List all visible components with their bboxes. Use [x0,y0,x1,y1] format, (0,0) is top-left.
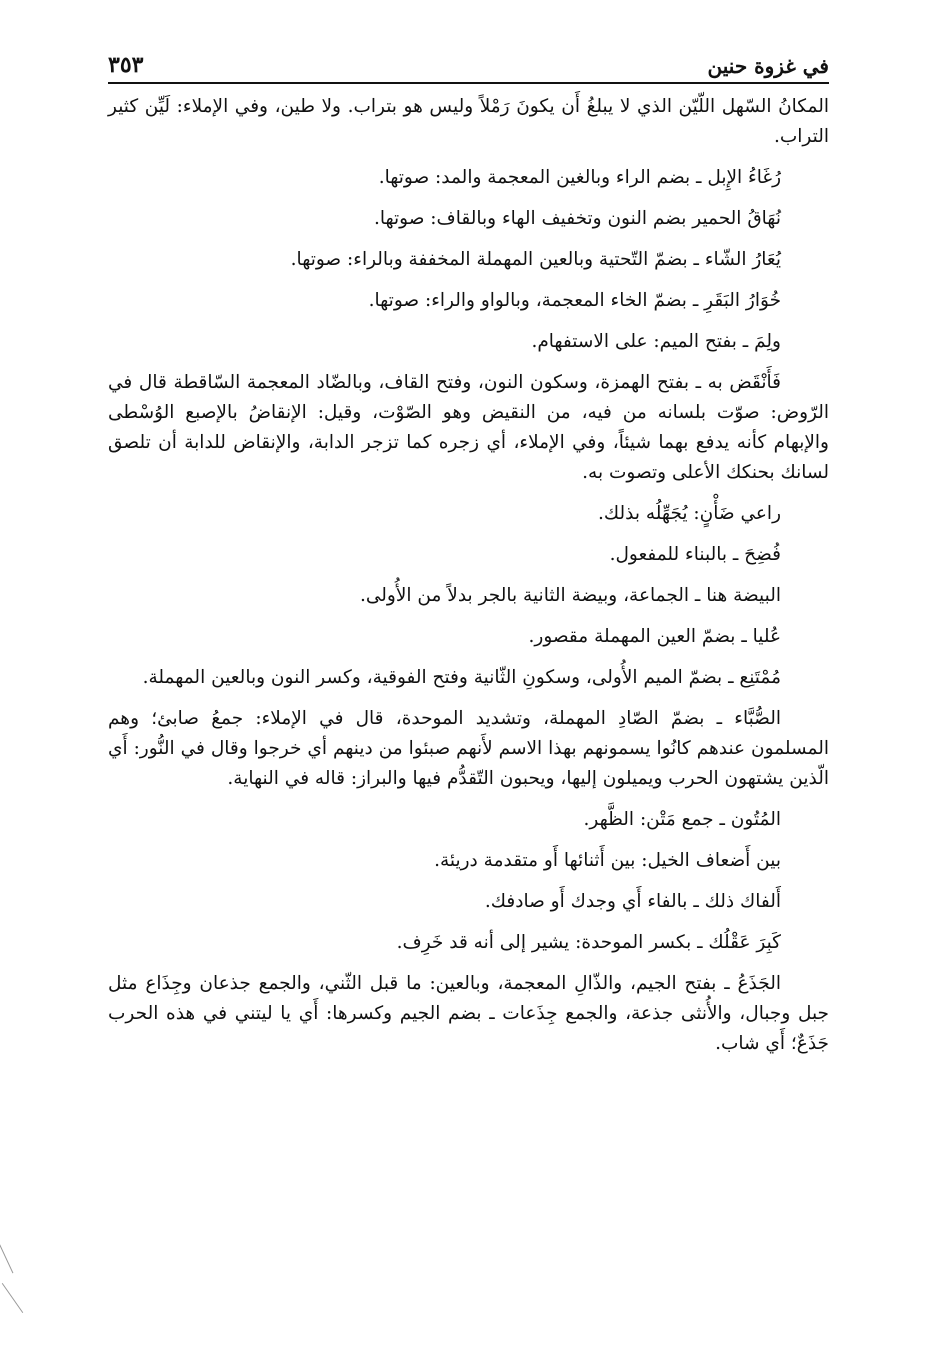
paragraph: مُمْتَنِع ـ بضمّ الميم الأُولى، وسكونِ الثّانية وفتح الفوقية، وكسر النون وبالعين المهملة. [142,667,781,688]
paragraph: الصُّبَّاء ـ بضمّ الصّادِ المهملة، وتشديد الموحدة، قال في الإملاء: جمعُ صابئ؛ وهم المسلمون عندهم كانُوا يسمونهم بهذا الاسم لأَنهم صبئوا من دينهم أي خرجوا وقال في النُّور: أَي الّذين يشتهون الحرب ويميلون إليها، ويحبون التّقدُّم فيها والبراز: قاله في النهاية. [108,708,829,789]
paragraph: بين أَضعاف الخيل: بين أَثنائها أَو متقدمة دريئة. [434,850,781,871]
paragraph: فَأَنْقَض به ـ بفتح الهمزة، وسكون النون، وفتح القاف، وبالضّاد المعجمة السّاقطة قال في الرّوض: صوّت بلسانه من فيه، من النقيض وهو الصّوْت، وقيل: الإنقاضُ بالإصبع الوُسْطى والإبهام كأنه يدفع بهما شيئاً، وفي الإملاء، أي زجره كما تزجر الدابة، والإنقاض للدابة أن تلصق لسانك بحنكك الأعلى وتصوت به. [108,372,829,483]
paragraph: البيضة هنا ـ الجماعة، وبيضة الثانية بالجر بدلاً من الأُولى. [359,585,781,606]
paragraph: الجَذَعُ ـ بفتح الجيم، والذّالِ المعجمة، وبالعين: ما قبل الثّني، والجمع جذعان وجِذَاع مثل جبل وجبال، والأُنثى جذعة، والجمع جِذَعات ـ بضم الجيم وكسرها: أَي يا ليتني في هذه الحرب جَذَعٌ؛ أَي شاب. [108,973,829,1054]
paragraph: نُهَاقُ الحمير بضم النون وتخفيف الهاء وبالقاف: صوتها. [373,208,781,229]
scan-edge-mark [2,1283,23,1313]
paragraph: يُعَارُ الشّاء ـ بضمّ التّحتية وبالعين المهملة المخففة وبالراء: صوتها. [290,249,781,270]
paragraph: المُتُون ـ جمع مَتْن: الظَّهر. [583,809,781,830]
paragraph: رُغَاءُ الإِبل ـ بضم الراء وبالغين المعجمة والمد: صوتها. [378,167,781,188]
paragraph: راعي ضَأْنٍ: يُجَهِّلُه بذلك. [598,503,781,524]
paragraph: ولِمَ ـ بفتح الميم: على الاستفهام. [531,331,781,352]
running-title: في غزوة حنين [707,54,829,78]
page-body [108,92,829,1070]
scan-edge-mark [0,1237,13,1274]
paragraph: فُضِحَ ـ بالبناء للمفعول. [609,544,781,565]
paragraph: أَلفاك ذلك ـ بالفاء أَي وجدك أَو صادفك. [484,891,781,912]
page-header [108,38,829,84]
page-number: ٣٥٣ [108,52,144,78]
paragraph: خُوَارُ البَقَرِ ـ بضمّ الخاء المعجمة، وبالواو والراء: صوتها. [368,290,781,311]
paragraph: المكانُ السّهل اللّيّن الذي لا يبلغُ أَن يكونَ رَمْلاً وليس هو بتراب. ولا طين، وفي الإملاء: لَيِّن كثير التراب. [108,96,829,147]
paragraph: عُليا ـ بضمّ العين المهملة مقصور. [528,626,781,647]
paragraph: كَبِرَ عَقْلُك ـ بكسر الموحدة: يشير إلى أنه قد خَرِف. [396,932,781,953]
